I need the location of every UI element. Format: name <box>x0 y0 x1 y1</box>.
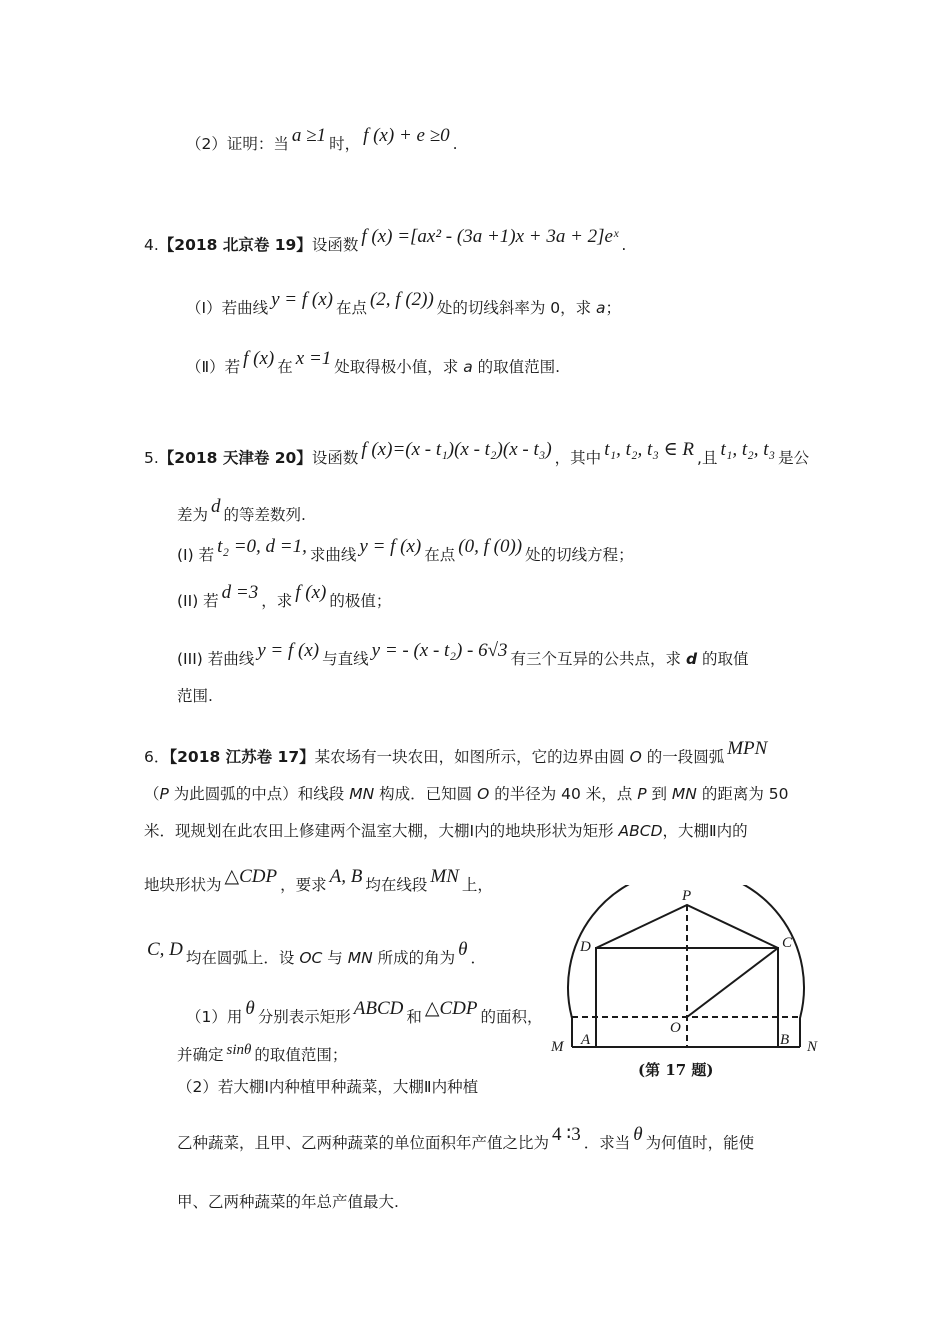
q5-part3-line2: 范围. <box>177 687 213 705</box>
figure-caption: (第 17 题) <box>638 1061 714 1079</box>
label-N: N <box>807 1039 818 1055</box>
q4-function: f (x) =[ax² - (3a +1)x + 3a + 2]eˣ <box>361 226 619 247</box>
label-D: D <box>580 939 591 955</box>
farmland-figure <box>548 885 828 1085</box>
q4-part2: （Ⅱ）若 f (x) 在 x =1 处取得极小值，求 a 的取值范围. <box>186 348 561 376</box>
q5-heading: 5.【2018 天津卷 20】设函数 f (x)=(x - t₁)(x - t₂)(x - t₃) ，其中 t₁, t₂, t₃ ∈ R ,且 t₁, t₂, t₃ 是公 <box>144 439 810 467</box>
q6-part2-line2: 乙种蔬菜，且甲、乙两种蔬菜的单位面积年产值之比为 4 ∶3 ．求当 θ 为何值时，能使 <box>177 1124 755 1152</box>
q3-part2: （2）证明：当 a ≥1 时， f (x) + e ≥0 . <box>186 125 458 153</box>
segment-OC <box>687 948 778 1017</box>
q6-part2-line3: 甲、乙两种蔬菜的年总产值最大. <box>177 1193 399 1211</box>
q6-part1: （1）用 θ 分别表示矩形 ABCD 和 △CDP 的面积， <box>186 998 543 1026</box>
q6-line4: 地块形状为 △CDP ，要求 A, B 均在线段 MN 上， <box>144 866 493 894</box>
math-a-ge-1: a ≥1 <box>291 125 327 146</box>
label-A: A <box>581 1032 591 1048</box>
q5-part1: (I) 若 t₂ =0, d =1, 求曲线 y = f (x) 在点 (0, f (0)) 处的切线方程； <box>177 536 634 564</box>
q6-part1-line2: 并确定 sinθ 的取值范围； <box>177 1042 348 1064</box>
q5-part3: (III) 若曲线 y = f (x) 与直线 y = - (x - t₂) - 6√3 有三个互异的公共点，求 d 的取值 <box>177 640 749 668</box>
q4-heading: 4.【2018 北京卷 19】设函数 f (x) =[ax² - (3a +1)x + 3a + 2]eˣ . <box>144 226 627 254</box>
q4-source: 【2018 北京卷 19】 <box>158 236 312 254</box>
label-C: C <box>782 935 793 951</box>
math-fx-plus-e: f (x) + e ≥0 <box>363 125 450 146</box>
label-P: P <box>682 888 692 904</box>
q6-line1: 6．【2018 江苏卷 17】某农场有一块农田，如图所示，它的边界由圆 O 的一段圆弧 MPN <box>144 738 768 766</box>
q5-line2: 差为 d 的等差数列. <box>177 496 306 524</box>
q6-part2: （2）若大棚Ⅰ内种植甲种蔬菜，大棚Ⅱ内种植 <box>177 1078 479 1096</box>
q6-line5: C, D 均在圆弧上．设 OC 与 MN 所成的角为 θ ． <box>147 939 486 967</box>
q6-line2: （P 为此圆弧的中点）和线段 MN 构成．已知圆 O 的半径为 40 米，点 P 到 MN 的距离为 50 <box>144 785 789 803</box>
q5-part2: (II) 若 d =3 ，求 f (x) 的极值； <box>177 582 392 610</box>
q6-source: 【2018 江苏卷 17】 <box>169 748 315 766</box>
label-M: M <box>551 1039 564 1055</box>
label-B: B <box>780 1032 790 1048</box>
q6-line3: 米．现规划在此农田上修建两个温室大棚，大棚Ⅰ内的地块形状为矩形 ABCD，大棚Ⅱ内的 <box>144 822 748 840</box>
q4-part1: （Ⅰ）若曲线 y = f (x) 在点 (2, f (2)) 处的切线斜率为 0，求 a； <box>186 289 622 317</box>
q5-function: f (x)=(x - t₁)(x - t₂)(x - t₃) <box>361 439 552 460</box>
q5-source: 【2018 天津卷 20】 <box>158 449 312 467</box>
label-O: O <box>670 1020 681 1036</box>
